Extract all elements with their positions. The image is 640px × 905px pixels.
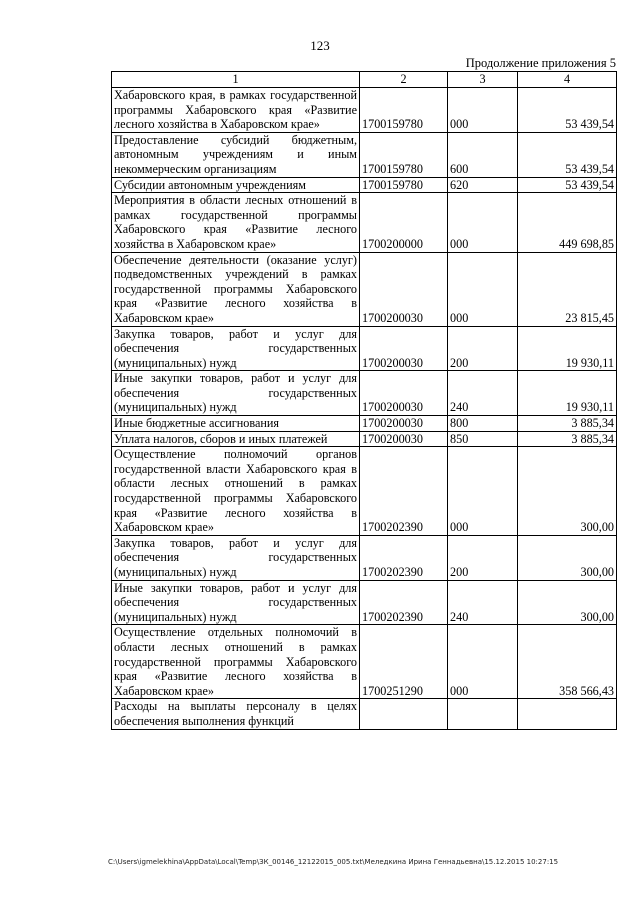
row-code-cell: 1700202390	[360, 535, 448, 580]
row-name-cell: Предоставление субсидий бюджетным, автономным учреждениям и иным некоммерческим организациям	[112, 132, 360, 177]
row-code-cell: 1700159780	[360, 132, 448, 177]
row-code-cell: 1700200030	[360, 371, 448, 416]
row-type-cell: 240	[448, 371, 518, 416]
row-name-cell: Осуществление полномочий органов государственной власти Хабаровского края в области лесных отношений в рамках государственной программы Хабаровского края «Развитие лесного хозяйства в Хабаровском крае»	[112, 447, 360, 536]
row-name-cell: Осуществление отдельных полномочий в области лесных отношений в рамках государственной программы Хабаровского края «Развитие лесного хозяйства в Хабаровском крае»	[112, 625, 360, 699]
file-path-footer: C:\Users\igmelekhina\AppData\Local\Temp\ЗК_00146_12122015_005.txt\Меледкина Ирина Геннадьевна\15.12.2015 10:27:15	[108, 858, 559, 866]
row-code-cell: 1700200030	[360, 431, 448, 447]
row-amount-cell: 53 439,54	[518, 132, 617, 177]
table-row	[112, 431, 617, 447]
column-header: 3	[448, 72, 518, 88]
row-type-cell	[448, 699, 518, 729]
row-type-cell: 850	[448, 431, 518, 447]
row-name-cell: Иные бюджетные ассигнования	[112, 416, 360, 432]
column-header: 1	[112, 72, 360, 88]
row-amount-cell: 300,00	[518, 447, 617, 536]
row-name-cell: Закупка товаров, работ и услуг для обеспечения государственных (муниципальных) нужд	[112, 326, 360, 371]
page-number: 123	[310, 38, 330, 53]
row-code-cell: 1700200030	[360, 252, 448, 326]
row-type-cell: 000	[448, 625, 518, 699]
row-code-cell: 1700251290	[360, 625, 448, 699]
row-amount-cell: 19 930,11	[518, 326, 617, 371]
row-type-cell: 600	[448, 132, 518, 177]
row-code-cell: 1700159780	[360, 88, 448, 133]
table-row	[112, 252, 617, 326]
row-amount-cell: 53 439,54	[518, 177, 617, 193]
row-amount-cell: 300,00	[518, 535, 617, 580]
row-type-cell: 800	[448, 416, 518, 432]
table-row	[112, 371, 617, 416]
row-name-cell: Уплата налогов, сборов и иных платежей	[112, 431, 360, 447]
row-type-cell: 620	[448, 177, 518, 193]
row-name-cell: Иные закупки товаров, работ и услуг для обеспечения государственных (муниципальных) нужд	[112, 371, 360, 416]
column-header: 4	[518, 72, 617, 88]
column-header: 2	[360, 72, 448, 88]
row-name-cell: Мероприятия в области лесных отношений в рамках государственной программы Хабаровского края «Развитие лесного хозяйства в Хабаровском крае»	[112, 193, 360, 252]
row-amount-cell: 300,00	[518, 580, 617, 625]
table-row	[112, 416, 617, 432]
row-name-cell: Хабаровского края, в рамках государственной программы Хабаровского края «Развитие лесного хозяйства в Хабаровском крае»	[112, 88, 360, 133]
table-row	[112, 88, 617, 133]
row-amount-cell: 53 439,54	[518, 88, 617, 133]
row-code-cell	[360, 699, 448, 729]
row-code-cell: 1700200030	[360, 326, 448, 371]
table-body	[112, 88, 617, 730]
row-type-cell: 000	[448, 447, 518, 536]
row-amount-cell: 358 566,43	[518, 625, 617, 699]
row-type-cell: 000	[448, 193, 518, 252]
table-row	[112, 535, 617, 580]
table-row	[112, 193, 617, 252]
row-type-cell: 000	[448, 88, 518, 133]
table-row	[112, 447, 617, 536]
row-name-cell: Закупка товаров, работ и услуг для обеспечения государственных (муниципальных) нужд	[112, 535, 360, 580]
row-type-cell: 240	[448, 580, 518, 625]
row-name-cell: Субсидии автономным учреждениям	[112, 177, 360, 193]
row-code-cell: 1700202390	[360, 447, 448, 536]
row-amount-cell	[518, 699, 617, 729]
row-type-cell: 200	[448, 326, 518, 371]
continuation-label: Продолжение приложения 5	[465, 56, 616, 70]
budget-table	[111, 71, 617, 730]
table-row	[112, 177, 617, 193]
row-name-cell: Обеспечение деятельности (оказание услуг) подведомственных учреждений в рамках государственной программы Хабаровского края «Развитие лесного хозяйства в Хабаровском крае»	[112, 252, 360, 326]
row-name-cell: Иные закупки товаров, работ и услуг для обеспечения государственных (муниципальных) нужд	[112, 580, 360, 625]
header-row	[112, 72, 617, 88]
row-amount-cell: 449 698,85	[518, 193, 617, 252]
row-code-cell: 1700159780	[360, 177, 448, 193]
table-row	[112, 326, 617, 371]
row-name-cell: Расходы на выплаты персоналу в целях обеспечения выполнения функций	[112, 699, 360, 729]
row-amount-cell: 19 930,11	[518, 371, 617, 416]
row-code-cell: 1700202390	[360, 580, 448, 625]
row-code-cell: 1700200000	[360, 193, 448, 252]
table-row	[112, 132, 617, 177]
row-type-cell: 000	[448, 252, 518, 326]
table-row	[112, 580, 617, 625]
table-row	[112, 625, 617, 699]
row-amount-cell: 23 815,45	[518, 252, 617, 326]
row-type-cell: 200	[448, 535, 518, 580]
table-row	[112, 699, 617, 729]
row-code-cell: 1700200030	[360, 416, 448, 432]
row-amount-cell: 3 885,34	[518, 431, 617, 447]
row-amount-cell: 3 885,34	[518, 416, 617, 432]
